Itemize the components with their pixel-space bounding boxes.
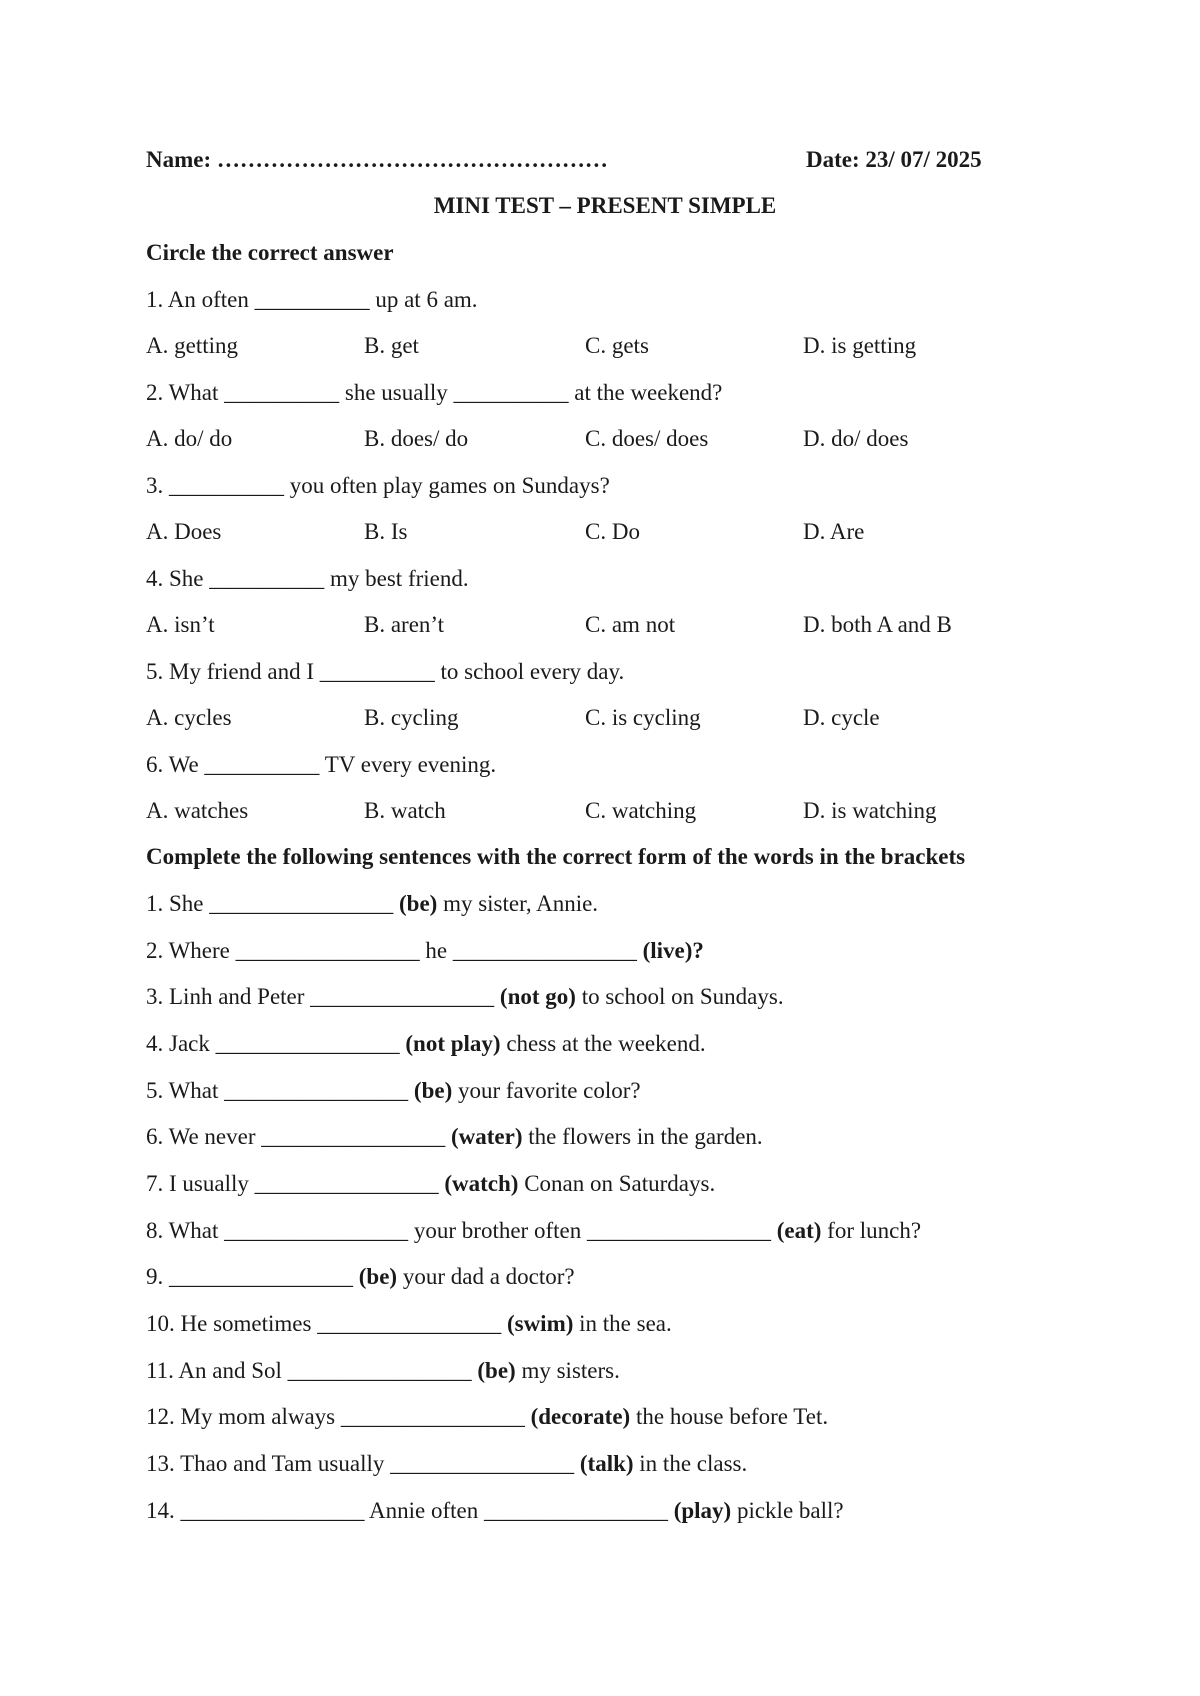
q5-option-c: C. is cycling [585, 705, 701, 730]
sentence-9-rest: your dad a doctor? [397, 1264, 575, 1289]
sentence-8 [146, 1217, 921, 1245]
sentence-3-rest: to school on Sundays. [575, 984, 784, 1009]
q1-option-c: C. gets [585, 333, 649, 358]
question-6: 6. We __________ TV every evening. [146, 752, 497, 777]
q6-option-c: C. watching [585, 798, 697, 823]
q4-option-d: D. both A and B [803, 612, 952, 637]
sentence-14-rest: pickle ball? [731, 1498, 844, 1523]
sentence-3-verb: (not go) [499, 984, 576, 1009]
sentence-13-rest: in the class. [633, 1451, 748, 1476]
sentence-11-rest: my sisters. [515, 1358, 620, 1383]
sentence-1-rest: my sister, Annie. [437, 891, 599, 916]
q3-option-a: A. Does [146, 519, 222, 544]
q4-option-b: B. aren’t [364, 612, 445, 637]
q3-option-d: D. Are [803, 519, 865, 544]
sentence-5 [146, 1077, 641, 1105]
q3-option-b: B. Is [364, 519, 408, 544]
sentence-13-text: 13. Thao and Tam usually ________________ [146, 1451, 580, 1476]
question-2: 2. What __________ she usually __________ at the weekend? [146, 380, 723, 405]
sentence-8-verb: (eat) [776, 1218, 822, 1243]
sentence-11 [146, 1357, 620, 1385]
sentence-6 [146, 1123, 763, 1151]
q6-option-b: B. watch [364, 798, 446, 823]
question-4: 4. She __________ my best friend. [146, 566, 469, 591]
sentence-1-text: 1. She ________________ [146, 891, 399, 916]
question-5: 5. My friend and I __________ to school every day. [146, 659, 625, 684]
section2-heading: Complete the following sentences with the correct form of the words in the brackets [146, 844, 966, 869]
sentence-11-verb: (be) [477, 1358, 516, 1383]
sentence-12-text: 12. My mom always ________________ [146, 1404, 531, 1429]
sentence-3 [146, 983, 784, 1011]
q2-option-b: B. does/ do [364, 426, 469, 451]
sentence-13 [146, 1450, 747, 1478]
sentence-10-verb: (swim) [506, 1311, 574, 1336]
sentence-14 [146, 1497, 844, 1525]
sentence-12-rest: the house before Tet. [630, 1404, 829, 1429]
q5-option-d: D. cycle [803, 705, 880, 730]
sentence-6-text: 6. We never ________________ [146, 1124, 451, 1149]
question-1: 1. An often __________ up at 6 am. [146, 287, 478, 312]
section1-heading: Circle the correct answer [146, 240, 394, 265]
q2-option-c: C. does/ does [585, 426, 709, 451]
sentence-5-text: 5. What ________________ [146, 1078, 414, 1103]
sentence-6-rest: the flowers in the garden. [522, 1124, 763, 1149]
sentence-13-verb: (talk) [579, 1451, 634, 1476]
q1-option-d: D. is getting [803, 333, 917, 358]
sentence-8-rest: for lunch? [821, 1218, 922, 1243]
sentence-10-text: 10. He sometimes ________________ [146, 1311, 507, 1336]
sentence-5-rest: your favorite color? [452, 1078, 641, 1103]
q4-option-a: A. isn’t [146, 612, 215, 637]
sentence-4 [146, 1030, 706, 1058]
sentence-7-text: 7. I usually ________________ [146, 1171, 445, 1196]
date-label: Date: 23/ 07/ 2025 [806, 147, 982, 172]
sentence-4-verb: (not play) [405, 1031, 501, 1056]
q5-option-a: A. cycles [146, 705, 232, 730]
sentence-2 [146, 937, 704, 965]
test-title: MINI TEST – PRESENT SIMPLE [433, 193, 777, 218]
sentence-9 [146, 1263, 575, 1291]
q1-option-b: B. get [364, 333, 419, 358]
sentence-5-verb: (be) [413, 1078, 453, 1103]
sentence-11-text: 11. An and Sol ________________ [146, 1358, 478, 1383]
sentence-12-verb: (decorate) [530, 1404, 631, 1429]
q6-option-d: D. is watching [803, 798, 937, 823]
sentence-14-text: 14. ________________ Annie often ________________ [146, 1498, 674, 1523]
q1-option-a: A. getting [146, 333, 238, 358]
sentence-4-text: 4. Jack ________________ [146, 1031, 406, 1056]
sentence-2-verb: (live)? [642, 938, 704, 963]
q3-option-c: C. Do [585, 519, 640, 544]
name-field-label: Name: …………………………………………… [146, 147, 608, 172]
sentence-9-text: 9. ________________ [146, 1264, 359, 1289]
sentence-14-verb: (play) [673, 1498, 732, 1523]
sentence-7-rest: Conan on Saturdays. [518, 1171, 716, 1196]
sentence-9-verb: (be) [358, 1264, 398, 1289]
q6-option-a: A. watches [146, 798, 249, 823]
q4-option-c: C. am not [585, 612, 676, 637]
q5-option-b: B. cycling [364, 705, 459, 730]
question-3: 3. __________ you often play games on Sundays? [146, 473, 610, 498]
sentence-1 [146, 890, 598, 918]
sentence-7 [146, 1170, 715, 1198]
sentence-3-text: 3. Linh and Peter ________________ [146, 984, 500, 1009]
sentence-10-rest: in the sea. [573, 1311, 672, 1336]
sentence-7-verb: (watch) [444, 1171, 519, 1196]
q2-option-a: A. do/ do [146, 426, 233, 451]
sentence-4-rest: chess at the weekend. [500, 1031, 706, 1056]
sentence-6-verb: (water) [451, 1124, 523, 1149]
sentence-8-text: 8. What ________________ your brother often ________________ [146, 1218, 777, 1243]
sentence-1-verb: (be) [399, 891, 438, 916]
sentence-12 [146, 1403, 828, 1431]
sentence-2-text: 2. Where ________________ he ________________ [146, 938, 643, 963]
sentence-10 [146, 1310, 672, 1338]
q2-option-d: D. do/ does [803, 426, 909, 451]
